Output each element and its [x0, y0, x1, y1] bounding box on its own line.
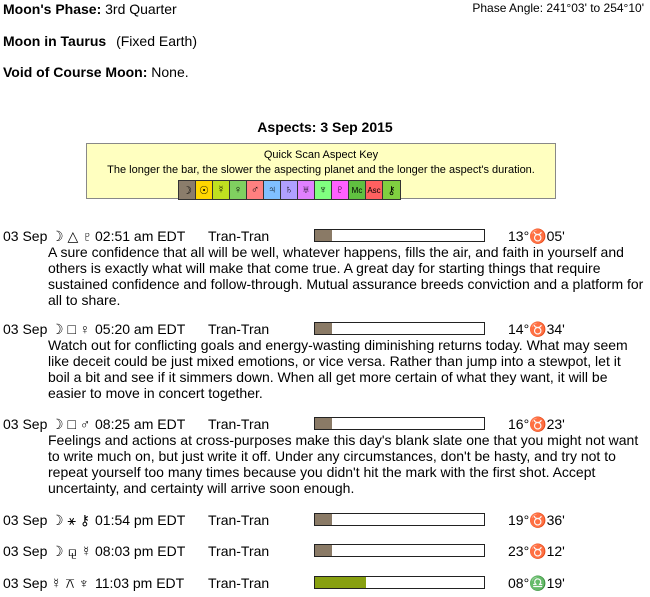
duration-bar — [314, 513, 485, 526]
key-cell-2: ☿ — [213, 181, 230, 199]
aspect-glyphs: ☽ □ ♀ — [51, 321, 91, 337]
aspects-title: Aspects: 3 Sep 2015 — [257, 119, 393, 135]
aspect-glyphs: ☿ ⚻ ♆ — [51, 575, 90, 591]
aspect-degree: 19°♉36' — [508, 512, 565, 528]
duration-bar — [314, 229, 485, 242]
key-cell-7: ♅ — [298, 181, 315, 199]
duration-bar-fill — [315, 230, 332, 241]
aspect-type: Tran-Tran — [208, 543, 270, 559]
moon-sign — [3, 33, 197, 49]
duration-bar-fill — [315, 323, 332, 334]
duration-bar — [314, 576, 485, 589]
aspect-type: Tran-Tran — [208, 575, 270, 591]
aspect-glyphs: ☽ △ ♇ — [51, 228, 93, 244]
aspect-degree: 23°♉12' — [508, 543, 565, 559]
aspect-date: 03 Sep — [3, 512, 48, 528]
aspect-type: Tran-Tran — [208, 416, 270, 432]
aspect-description: Watch out for conflicting goals and energy-wasting diminishing returns today. What may seem like deceit could be just mixed emotions, or vice versa. Rather than jump into a stewpot, let it boil a bit and see if it simmers down. When all get more certain of what they want, it will be easier to move in concert together. — [48, 337, 628, 401]
aspect-glyphs: ☽ □ ♂ — [51, 416, 91, 432]
aspect-date: 03 Sep — [3, 228, 48, 244]
aspect-key-description: The longer the bar, the slower the aspecting planet and the longer the aspect's duration. — [107, 164, 535, 176]
aspect-row — [3, 575, 643, 592]
key-cell-3: ♀ — [230, 181, 247, 199]
aspect-degree: 13°♉05' — [508, 228, 565, 244]
duration-bar-fill — [315, 577, 366, 588]
key-cell-4: ♂ — [247, 181, 264, 199]
aspect-row — [3, 228, 643, 245]
aspect-time: 02:51 am EDT — [95, 228, 186, 244]
key-cell-1: ☉ — [196, 181, 213, 199]
aspect-glyphs: ☽ ⚼ ☿ — [51, 543, 92, 559]
aspect-key-title: Quick Scan Aspect Key — [263, 149, 379, 161]
aspect-degree: 16°♉23' — [508, 416, 565, 432]
duration-bar — [314, 322, 485, 335]
moon-phase — [3, 1, 177, 17]
aspect-time: 05:20 am EDT — [95, 321, 186, 337]
aspect-row — [3, 543, 643, 560]
key-cell-12: ⚷ — [383, 181, 400, 199]
void-of-course — [3, 64, 189, 80]
aspect-date: 03 Sep — [3, 416, 48, 432]
duration-bar-fill — [315, 545, 332, 556]
void-of-course-value: None. — [151, 64, 189, 80]
duration-bar-fill — [315, 418, 332, 429]
key-cell-6: ♄ — [281, 181, 298, 199]
aspect-degree: 08°♎19' — [508, 575, 565, 591]
aspect-type: Tran-Tran — [208, 512, 270, 528]
aspect-key-cells — [178, 180, 401, 200]
moon-phase-label: Moon's Phase: — [3, 1, 102, 17]
phase-angle: Phase Angle: 241°03' to 254°10' — [472, 1, 644, 15]
aspect-row — [3, 321, 643, 338]
void-of-course-label: Void of Course Moon: — [3, 64, 148, 80]
duration-bar — [314, 544, 485, 557]
aspect-key-box — [86, 143, 556, 199]
moon-sign-value: (Fixed Earth) — [116, 33, 197, 49]
aspect-time: 08:03 pm EDT — [95, 543, 186, 559]
aspect-date: 03 Sep — [3, 575, 48, 591]
key-cell-10: Mc — [349, 181, 366, 199]
aspect-glyphs: ☽ ⚹ ⚷ — [51, 512, 90, 528]
aspect-date: 03 Sep — [3, 321, 48, 337]
moon-sign-label: Moon in Taurus — [3, 33, 107, 49]
moon-phase-value: 3rd Quarter — [105, 1, 177, 17]
aspect-date: 03 Sep — [3, 543, 48, 559]
aspect-time: 11:03 pm EDT — [95, 575, 185, 591]
key-cell-8: ♆ — [315, 181, 332, 199]
aspect-type: Tran-Tran — [208, 321, 270, 337]
key-cell-11: Asc — [366, 181, 383, 199]
aspect-time: 08:25 am EDT — [95, 416, 186, 432]
aspect-description: A sure confidence that all will be well, whatever happens, fills the air, and faith in yourself and others is exactly what will make that come true. A great day for starting things that require sustained confidence and follow-through. Mutual assurance breeds conviction and a platform for all to share. — [48, 244, 644, 308]
aspect-degree: 14°♉34' — [508, 321, 565, 337]
aspect-type: Tran-Tran — [208, 228, 270, 244]
key-cell-0: ☽ — [179, 181, 196, 199]
aspect-row — [3, 512, 643, 529]
aspect-time: 01:54 pm EDT — [95, 512, 186, 528]
duration-bar-fill — [315, 514, 332, 525]
aspect-description: Feelings and actions at cross-purposes make this day's blank slate one that you might not want to write much on, but just write it off. Under any circumstances, don't be hasty, and try not to repeat yourself too many times because you didn't hit the mark with the first shot. Accept uncertainty, and certainty will arrive soon enough. — [48, 432, 639, 496]
key-cell-5: ♃ — [264, 181, 281, 199]
duration-bar — [314, 417, 485, 430]
aspect-row — [3, 416, 643, 433]
key-cell-9: ♇ — [332, 181, 349, 199]
